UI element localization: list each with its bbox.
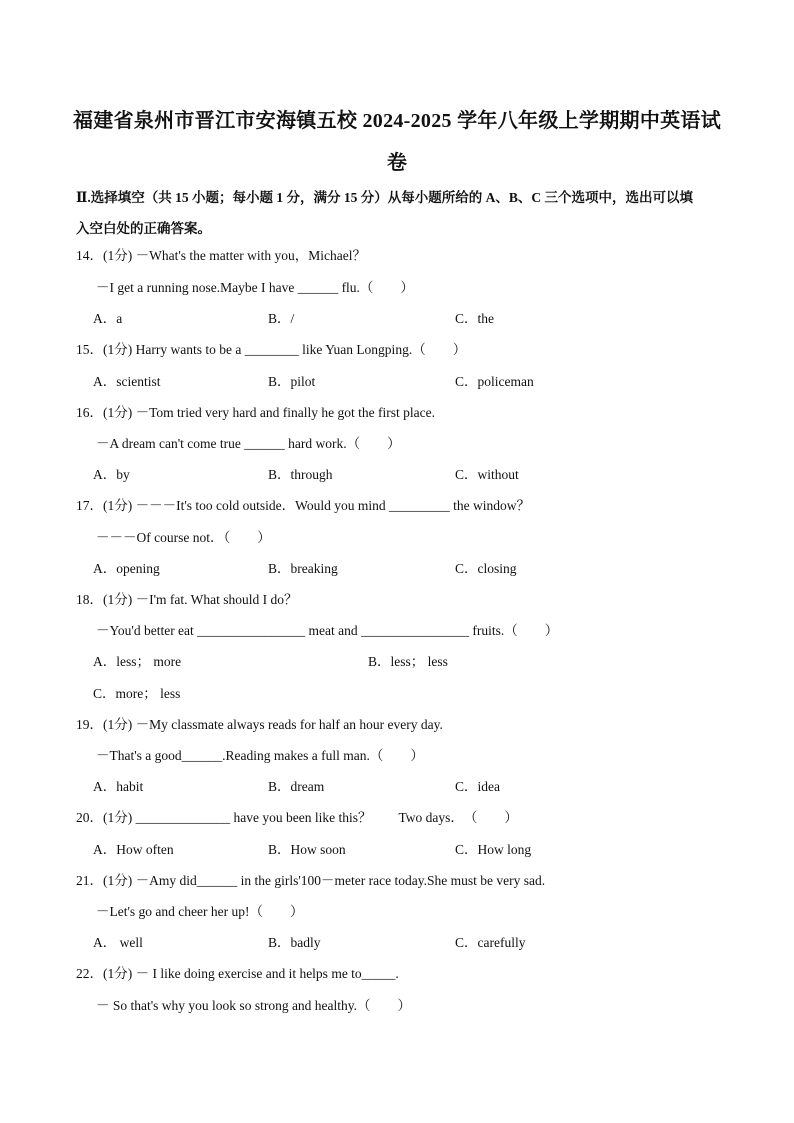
question-18-dialogue: －You'd better eat ________________ meat and ________________ fruits.（ ） bbox=[96, 623, 559, 638]
question-14-option-b[interactable]: B．/ bbox=[268, 311, 295, 326]
question-20-stem: 20．(1分) ______________ have you been like this？ Two days． （ ） bbox=[76, 810, 518, 825]
question-21-stem: 21．(1分) －Amy did______ in the girls'100－meter race today.She must be very sad. bbox=[76, 873, 546, 888]
question-15-option-a[interactable]: A．scientist bbox=[93, 374, 161, 389]
question-19-option-c[interactable]: C．idea bbox=[455, 779, 500, 794]
section-instructions-line-2: 入空白处的正确答案。 bbox=[76, 221, 211, 236]
question-22-dialogue: － So that's why you look so strong and healthy.（ ） bbox=[96, 998, 412, 1013]
question-18-option-b[interactable]: B．less； less bbox=[368, 654, 448, 669]
question-20-option-c[interactable]: C．How long bbox=[455, 842, 532, 857]
question-15-stem: 15．(1分) Harry wants to be a ________ like Yuan Longping.（ ） bbox=[76, 342, 467, 357]
question-14-option-a[interactable]: A．a bbox=[93, 311, 123, 326]
exam-title-line-1: 福建省泉州市晋江市安海镇五校 2024-2025 学年八年级上学期期中英语试 bbox=[72, 110, 722, 132]
question-17-dialogue: －－－Of course not．（ ） bbox=[96, 530, 271, 545]
question-19-dialogue: －That's a good______.Reading makes a full man.（ ） bbox=[96, 748, 424, 763]
question-17-stem: 17．(1分) －－－It's too cold outside．Would you mind _________ the window？ bbox=[76, 498, 530, 513]
question-14-stem: 14．(1分) －What's the matter with you，Michael？ bbox=[76, 248, 366, 263]
question-16-option-b[interactable]: B．through bbox=[268, 467, 333, 482]
question-21-option-b[interactable]: B．badly bbox=[268, 935, 321, 950]
question-19-stem: 19．(1分) －My classmate always reads for half an hour every day. bbox=[76, 717, 443, 732]
question-15-option-c[interactable]: C．policeman bbox=[455, 374, 534, 389]
question-17-option-a[interactable]: A．opening bbox=[93, 561, 160, 576]
question-20-option-a[interactable]: A．How often bbox=[93, 842, 174, 857]
question-14-dialogue: －I get a running nose.Maybe I have ______ flu.（ ） bbox=[96, 280, 414, 295]
section-instructions-line-1: Ⅱ.选择填空（共 15 小题；每小题 1 分，满分 15 分）从每小题所给的 A、B、C 三个选项中，选出可以填 bbox=[76, 190, 694, 205]
question-18-option-a[interactable]: A．less； more bbox=[93, 654, 182, 669]
question-14-option-c[interactable]: C．the bbox=[455, 311, 494, 326]
question-21-option-a[interactable]: A． well bbox=[93, 935, 143, 950]
question-21-option-c[interactable]: C．carefully bbox=[455, 935, 526, 950]
question-15-option-b[interactable]: B．pilot bbox=[268, 374, 316, 389]
question-19-option-b[interactable]: B．dream bbox=[268, 779, 325, 794]
exam-title-line-2: 卷 bbox=[386, 152, 408, 174]
question-18-option-c[interactable]: C．more； less bbox=[93, 686, 181, 701]
question-20-option-b[interactable]: B．How soon bbox=[268, 842, 346, 857]
question-21-dialogue: －Let's go and cheer her up!（ ） bbox=[96, 904, 304, 919]
question-16-stem: 16．(1分) －Tom tried very hard and finally he got the first place. bbox=[76, 405, 435, 420]
question-19-option-a[interactable]: A．habit bbox=[93, 779, 144, 794]
question-17-option-b[interactable]: B．breaking bbox=[268, 561, 338, 576]
question-18-stem: 18．(1分) －I'm fat. What should I do？ bbox=[76, 592, 298, 607]
question-17-option-c[interactable]: C．closing bbox=[455, 561, 517, 576]
question-16-option-a[interactable]: A．by bbox=[93, 467, 130, 482]
question-16-dialogue: －A dream can't come true ______ hard work.（ ） bbox=[96, 436, 401, 451]
question-16-option-c[interactable]: C．without bbox=[455, 467, 519, 482]
question-22-stem: 22．(1分) － I like doing exercise and it helps me to_____. bbox=[76, 966, 399, 981]
